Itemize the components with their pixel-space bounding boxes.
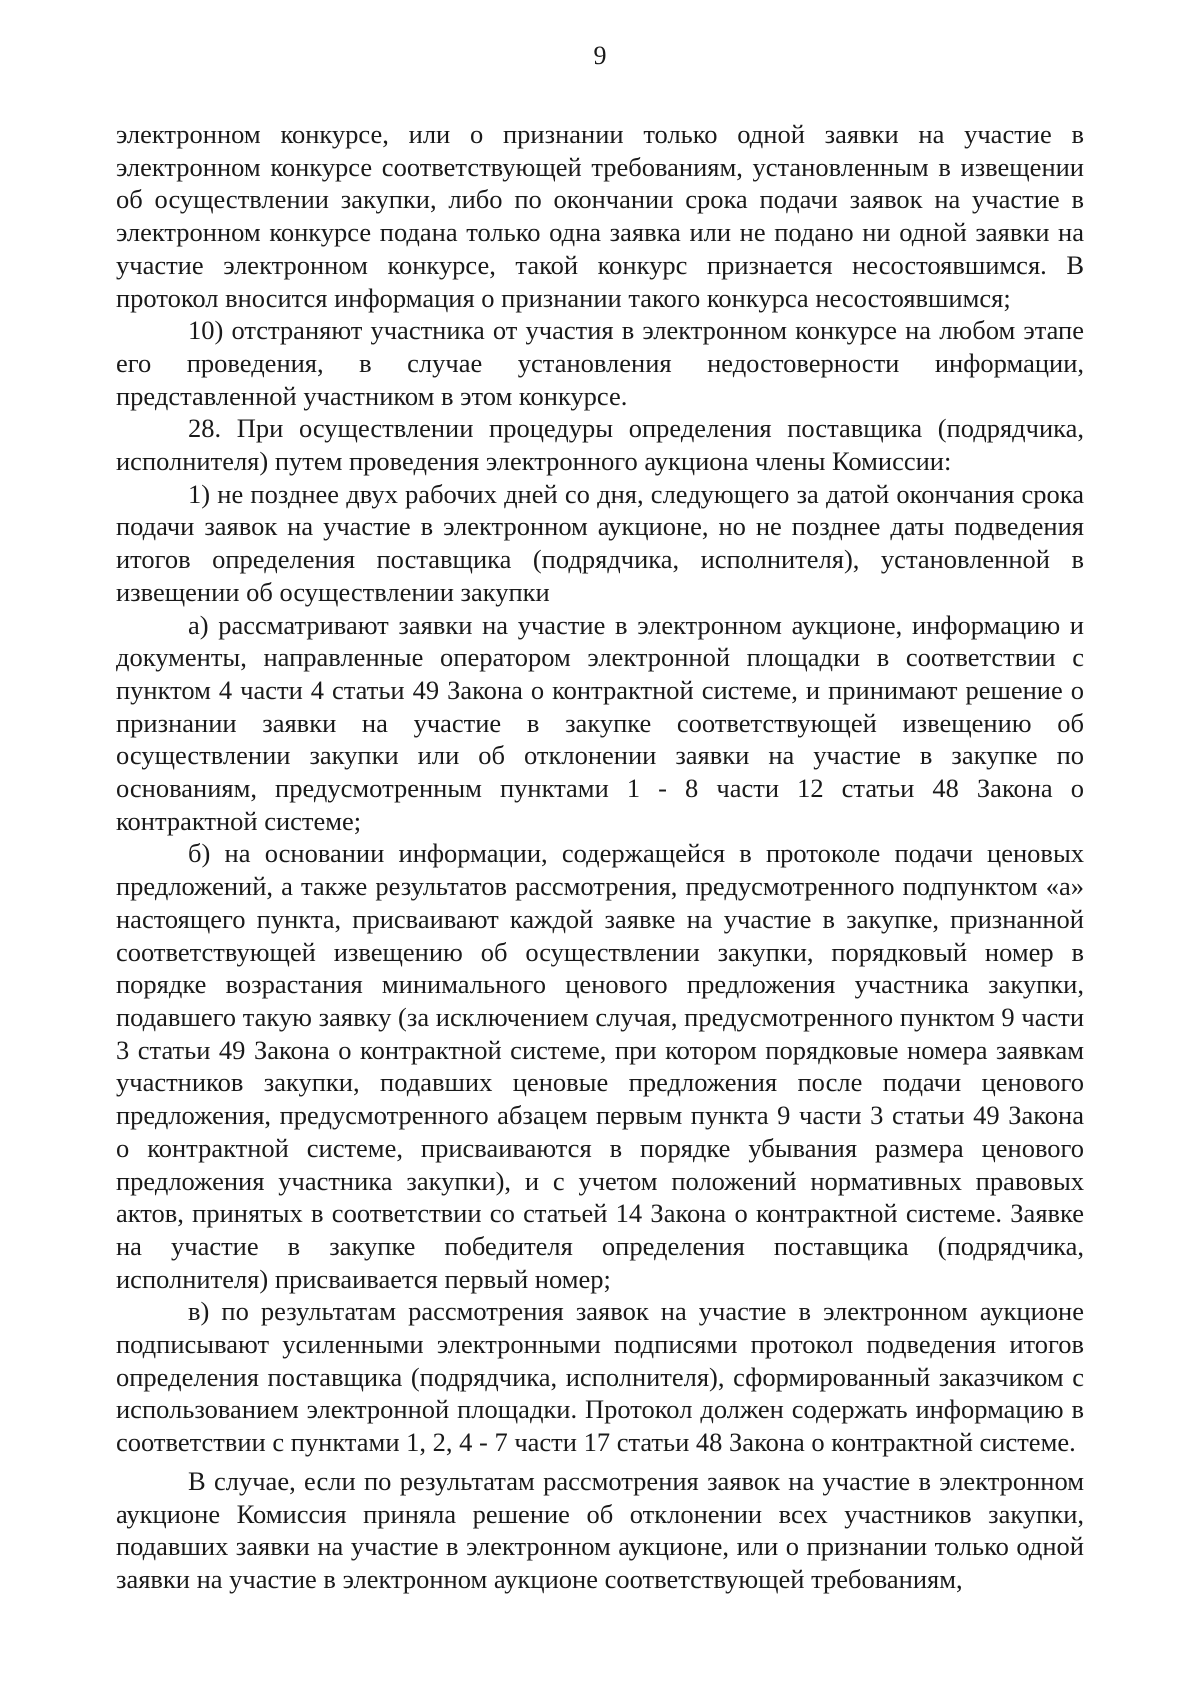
paragraph-item-1: 1) не позднее двух рабочих дней со дня, следующего за датой окончания срока подачи заявок на участие в электронном аукционе, но не позднее даты подведения итогов определения поставщика (подрядчика, исполнителя), установленной в извещении об осуществлении закупки — [116, 478, 1084, 607]
paragraph-item-10: 10) отстраняют участника от участия в электронном конкурсе на любом этапе его проведения, в случае установления недостоверности информации, представленной участником в этом конкурсе. — [116, 315, 1084, 411]
paragraph-continuation: электронном конкурсе, или о признании только одной заявки на участие в электронном конкурсе соответствующей требованиям, установленным в извещении об осуществлении закупки, либо по окончании срока подачи заявок на участие в электронном конкурсе подана только одна заявка или не подано ни одной заявки на участие электронном конкурсе, такой конкурс признается несостоявшимся. В протокол вносится информация о признании такого конкурса несостоявшимся; — [116, 119, 1084, 313]
page-number: 9 — [593, 41, 607, 70]
paragraph-section-28: 28. При осуществлении процедуры определения поставщика (подрядчика, исполнителя) путем проведения электронного аукциона члены Комиссии: — [116, 413, 1084, 477]
document-body — [116, 118, 1084, 1596]
paragraph-case: В случае, если по результатам рассмотрения заявок на участие в электронном аукционе Комиссия приняла решение об отклонении всех участников закупки, подавших заявки на участие в электронном аукционе, или о признании только одной заявки на участие в электронном аукционе соответствующей требованиям, — [116, 1465, 1084, 1594]
paragraph-subitem-v: в) по результатам рассмотрения заявок на участие в электронном аукционе подписывают усиленными электронными подписями протокол подведения итогов определения поставщика (подрядчика, исполнителя), сформированный заказчиком с использованием электронной площадки. Протокол должен содержать информацию в соответствии с пунктами 1, 2, 4 - 7 части 17 статьи 48 Закона о контрактной системе. — [116, 1296, 1084, 1458]
paragraph-subitem-b: б) на основании информации, содержащейся в протоколе подачи ценовых предложений, а также результатов рассмотрения, предусмотренного подпунктом «а» настоящего пункта, присваивают каждой заявке на участие в закупке, признанной соответствующей извещению об осуществлении закупки, порядковый номер в порядке возрастания минимального ценового предложения участника закупки, подавшего такую заявку (за исключением случая, предусмотренного пунктом 9 части 3 статьи 49 Закона о контрактной системе, при котором порядковые номера заявкам участников закупки, подавших ценовые предложения после подачи ценового предложения, предусмотренного абзацем первым пункта 9 части 3 статьи 49 Закона о контрактной системе, присваиваются в порядке убывания размера ценового предложения участника закупки), и с учетом положений нормативных правовых актов, принятых в соответствии со статьей 14 Закона о контрактной системе. Заявке на участие в закупке победителя определения поставщика (подрядчика, исполнителя) присваивается первый номер; — [116, 838, 1084, 1294]
paragraph-subitem-a: а) рассматривают заявки на участие в электронном аукционе, информацию и документы, направленные оператором электронной площадки в соответствии с пунктом 4 части 4 статьи 49 Закона о контрактной системе, и принимают решение о признании заявки на участие в закупке соответствующей извещению об осуществлении закупки или об отклонении заявки на участие в закупке по основаниям, предусмотренным пунктами 1 - 8 части 12 статьи 48 Закона о контрактной системе; — [116, 609, 1084, 836]
